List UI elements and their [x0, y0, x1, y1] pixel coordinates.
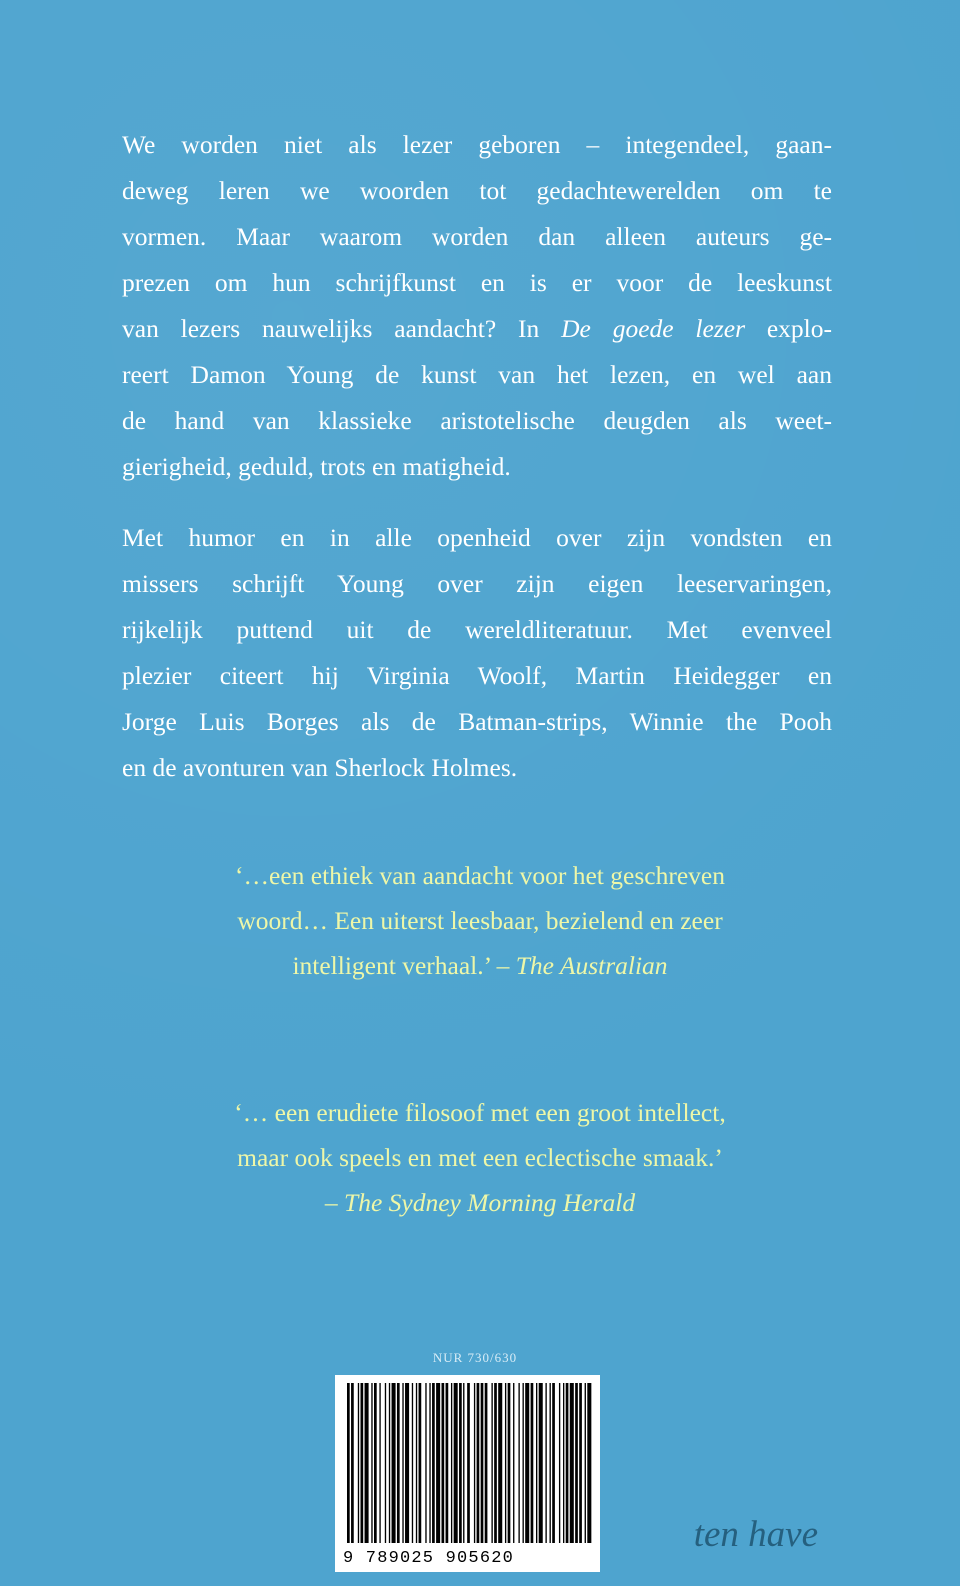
barcode-bar — [485, 1383, 488, 1543]
paragraph-line: de hand van klassieke aristotelische deugden als weet- — [122, 406, 832, 435]
barcode-bar — [463, 1383, 464, 1543]
barcode-bar — [425, 1383, 426, 1543]
paragraph-line: missers schrijft Young over zijn eigen leeservaringen, — [122, 569, 832, 598]
barcode-bar — [545, 1383, 546, 1543]
barcode-bar — [379, 1383, 380, 1543]
barcode-bar — [477, 1383, 480, 1543]
barcode-bar — [525, 1383, 529, 1543]
paragraph-line: We worden niet als lezer geboren – integendeel, gaan- — [122, 130, 832, 159]
quote-line: ‘… een erudiete filosoof met een groot intellect, — [234, 1098, 726, 1127]
barcode-bar — [491, 1383, 492, 1543]
barcode-bar — [412, 1383, 413, 1543]
quote-source: The Sydney Morning Herald — [344, 1188, 636, 1217]
barcode-bar — [374, 1383, 377, 1543]
barcode-bar — [432, 1383, 435, 1543]
barcode-bar — [566, 1383, 569, 1543]
quote-line: woord… Een uiterst leesbaar, bezielend en zeer — [237, 906, 723, 935]
paragraph-text: van lezers nauwelijks aandacht? In — [122, 314, 562, 343]
barcode-bar — [419, 1383, 422, 1543]
barcode-bar — [389, 1383, 390, 1543]
barcode-bar — [459, 1383, 462, 1543]
barcode-bar — [550, 1383, 551, 1543]
barcode-bar — [371, 1383, 372, 1543]
quote-dash: – — [324, 1188, 345, 1217]
quote-line — [100, 1180, 860, 1225]
barcode-bars — [347, 1383, 591, 1543]
barcode-bar — [579, 1383, 582, 1543]
barcode-bar — [361, 1383, 364, 1543]
barcode-graphic — [335, 1375, 600, 1572]
paragraph-line: rijkelijk puttend uit de wereldliteratuur. Met evenveel — [122, 615, 832, 644]
paragraph-text: explo- — [745, 314, 832, 343]
quote-source: The Australian — [515, 951, 668, 980]
book-title: De goede lezer — [561, 314, 745, 343]
barcode-bar — [585, 1383, 586, 1543]
barcode-bar — [436, 1383, 440, 1543]
description-paragraph-2 — [122, 515, 832, 791]
paragraph-line: gierigheid, geduld, trots en matigheid. — [122, 452, 511, 481]
barcode-bar — [405, 1383, 409, 1543]
barcode-bar — [552, 1383, 555, 1543]
barcode-bar — [392, 1383, 396, 1543]
barcode-bar — [523, 1383, 524, 1543]
barcode-bar — [508, 1383, 511, 1543]
barcode-bar — [518, 1383, 519, 1543]
paragraph-line: prezen om hun schrijfkunst en is er voor de leeskunst — [122, 268, 832, 297]
paragraph-line: Met humor en in alle openheid over zijn vondsten en — [122, 523, 832, 552]
nur-code: NUR 730/630 — [432, 1350, 518, 1365]
barcode-bar — [358, 1383, 359, 1543]
isbn-digits: 9 789025 905620 — [343, 1549, 515, 1568]
barcode-bar — [563, 1383, 564, 1543]
paragraph-line: deweg leren we woorden tot gedachtewerelden om te — [122, 176, 832, 205]
barcode-bar — [481, 1383, 484, 1543]
barcode-bar — [494, 1383, 497, 1543]
barcode-bar — [446, 1383, 449, 1543]
barcode-bar — [442, 1383, 445, 1543]
paragraph-line: vormen. Maar waarom worden dan alleen auteurs ge- — [122, 222, 832, 251]
isbn-barcode — [335, 1375, 600, 1572]
barcode-bar — [513, 1383, 514, 1543]
barcode-bar — [539, 1383, 543, 1543]
review-quote-2 — [100, 1090, 860, 1225]
publisher-logo: ten have — [693, 1514, 818, 1555]
barcode-bar — [347, 1383, 350, 1543]
quote-text: intelligent verhaal.’ – — [292, 951, 516, 980]
review-quote-1 — [100, 853, 860, 988]
barcode-bar — [451, 1383, 452, 1543]
barcode-bar — [429, 1383, 430, 1543]
barcode-bar — [385, 1383, 386, 1543]
barcode-bar — [536, 1383, 537, 1543]
description-paragraph-1 — [122, 122, 832, 490]
quote-line — [100, 943, 860, 988]
barcode-bar — [531, 1383, 534, 1543]
barcode-bar — [416, 1383, 417, 1543]
barcode-bar — [575, 1383, 578, 1543]
barcode-bar — [587, 1383, 591, 1543]
barcode-bar — [454, 1383, 458, 1543]
barcode-bar — [498, 1383, 502, 1543]
barcode-bar — [505, 1383, 506, 1543]
paragraph-line — [122, 306, 832, 352]
paragraph-line: en de avonturen van Sherlock Holmes. — [122, 753, 518, 782]
barcode-bar — [397, 1383, 400, 1543]
paragraph-line: plezier citeert hij Virginia Woolf, Martin Heidegger en — [122, 661, 832, 690]
barcode-bar — [467, 1383, 470, 1543]
barcode-bar — [559, 1383, 560, 1543]
quote-line: ‘…een ethiek van aandacht voor het geschreven — [235, 861, 725, 890]
barcode-bar — [402, 1383, 403, 1543]
barcode-bar — [474, 1383, 475, 1543]
paragraph-line: reert Damon Young de kunst van het lezen, en wel aan — [122, 360, 832, 389]
barcode-bar — [351, 1383, 354, 1543]
quote-line: maar ook speels en met een eclectische smaak.’ — [237, 1143, 723, 1172]
barcode-bar — [570, 1383, 574, 1543]
paragraph-line: Jorge Luis Borges als de Batman-strips, Winnie the Pooh — [122, 707, 832, 736]
barcode-bar — [365, 1383, 369, 1543]
